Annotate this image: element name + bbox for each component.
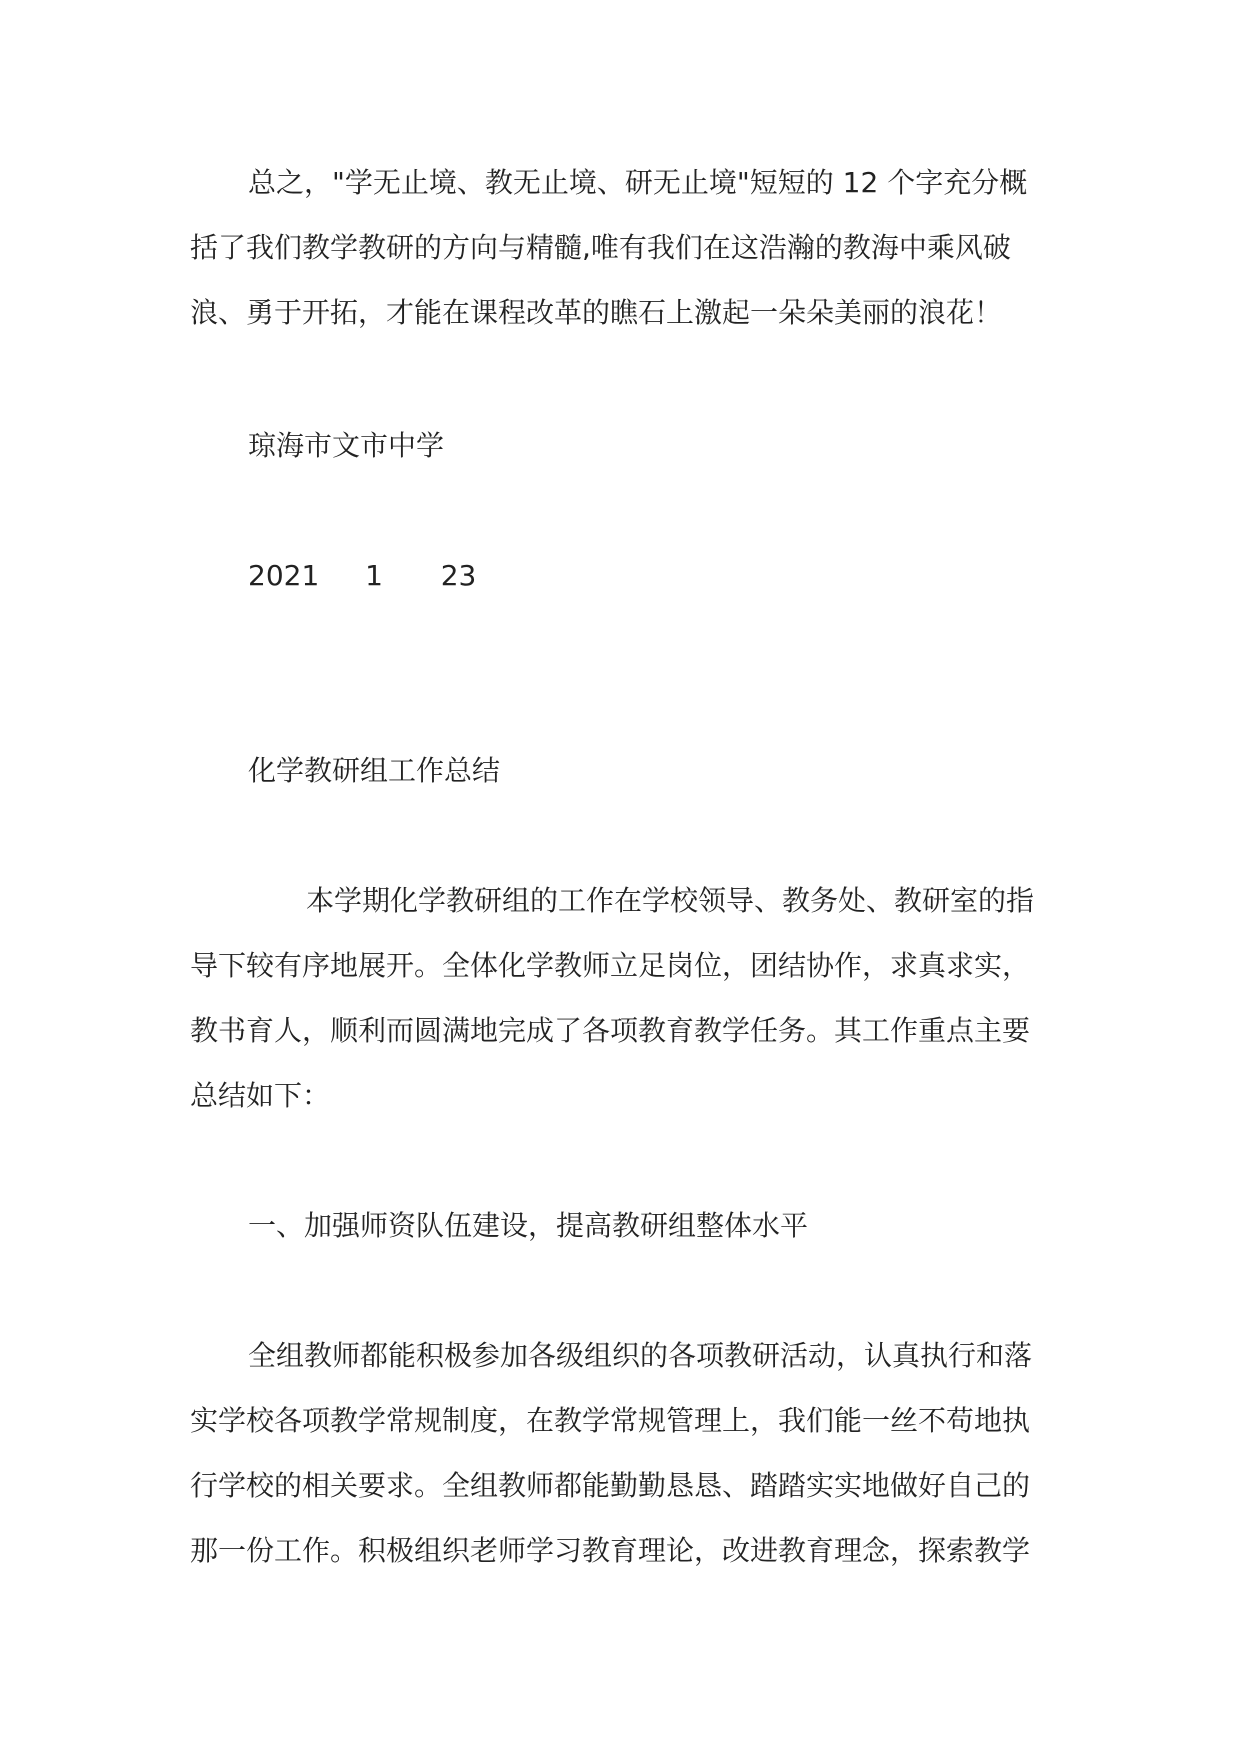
paragraph-line: 行学校的相关要求。全组教师都能勤勤恳恳、踏踏实实地做好自己的 <box>190 1469 1031 1502</box>
document-title <box>190 738 1070 803</box>
paragraph-line: 那一份工作。积极组织老师学习教育理论，改进教育理念，探索教学 <box>190 1534 1031 1567</box>
paragraph-line: 总结如下： <box>190 1079 331 1112</box>
section-1-heading <box>190 1193 1070 1258</box>
paragraph-line: 浪、勇于开拓，才能在课程改革的瞧石上激起一朵朵美丽的浪花！ <box>190 296 1003 329</box>
section-1-paragraph <box>190 1323 1070 1583</box>
paragraph-line: 括了我们教学教研的方向与精髓,唯有我们在这浩瀚的教海中乘风破 <box>190 231 1011 264</box>
paragraph-line: 实学校各项教学常规制度，在教学常规管理上，我们能一丝不苟地执 <box>190 1404 1031 1437</box>
paragraph-line: 本学期化学教研组的工作在学校领导、教务处、教研室的指 <box>306 884 1035 917</box>
paragraph-line: 全组教师都能积极参加各级组织的各项教研活动，认真执行和落 <box>248 1339 1033 1372</box>
signature-organization <box>190 413 1070 478</box>
organization-name: 琼海市文市中学 <box>248 429 445 462</box>
title-text: 化学教研组工作总结 <box>248 754 501 787</box>
paragraph-line: 导下较有序地展开。全体化学教师立足岗位，团结协作，求真求实， <box>190 949 1031 982</box>
paragraph-line: 教书育人，顺利而圆满地完成了各项教育教学任务。其工作重点主要 <box>190 1014 1031 1047</box>
date-year: 2021 <box>248 559 320 592</box>
section-heading: 一、加强师资队伍建设，提高教研组整体水平 <box>248 1209 809 1242</box>
date-day: 23 <box>440 559 477 592</box>
date-month: 1 <box>365 559 383 592</box>
paragraph-line: 总之，"学无止境、教无止境、研无止境"短短的 12 个字充分概 <box>248 166 1028 199</box>
signature-date <box>190 543 1070 608</box>
closing-paragraph <box>190 150 1070 345</box>
intro-paragraph <box>190 868 1070 1128</box>
